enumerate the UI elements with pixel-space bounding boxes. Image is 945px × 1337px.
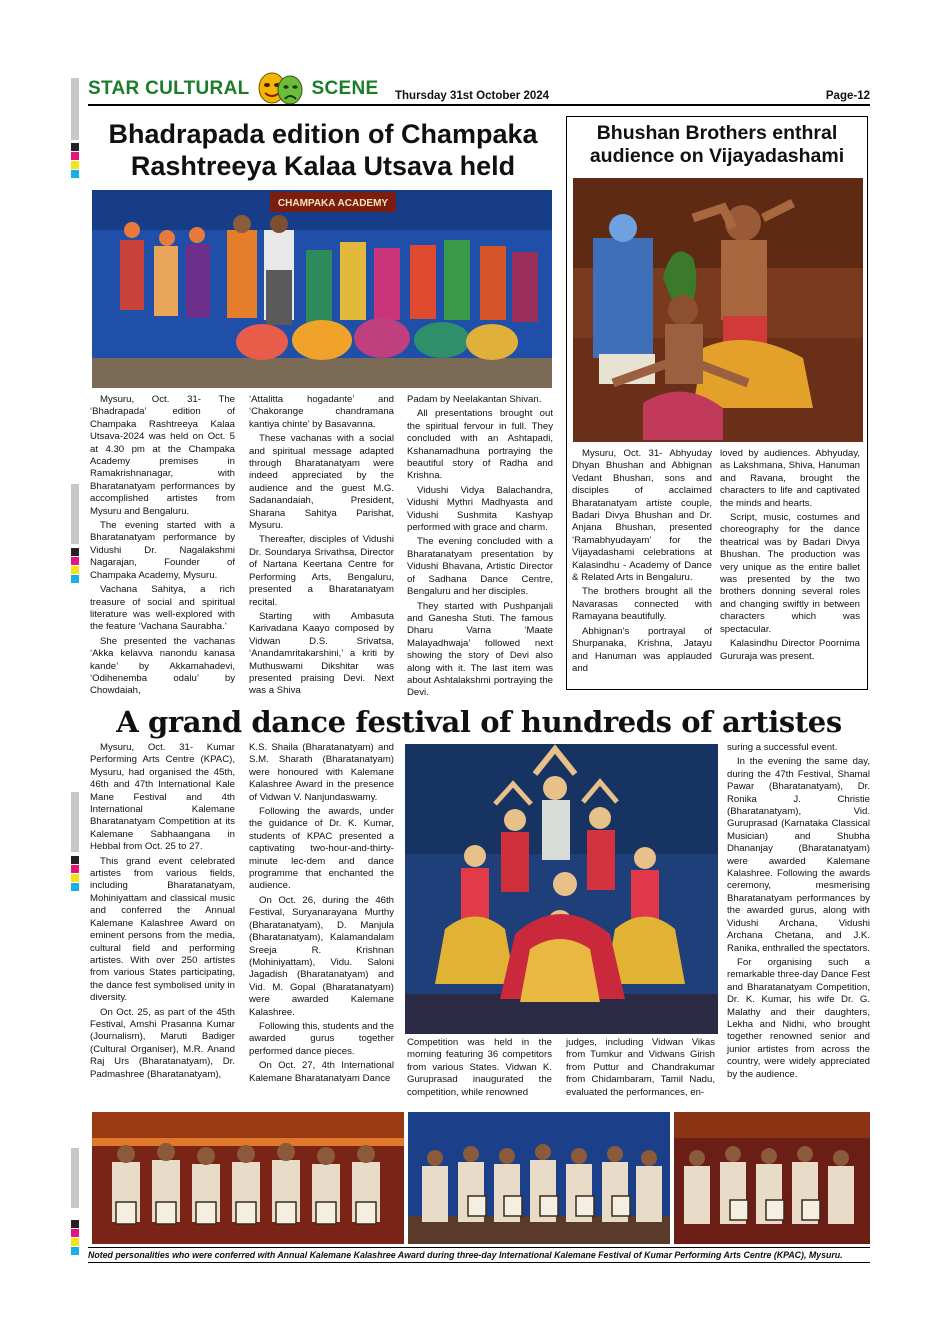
paragraph: Kalasindhu Director Poornima Gururaja was present. — [720, 638, 860, 662]
registration-swatch — [71, 1238, 79, 1246]
story3-column-2 — [249, 742, 394, 1087]
header-rule — [88, 104, 870, 106]
registration-swatch — [71, 152, 79, 160]
masthead-left-text: STAR CULTURAL — [88, 78, 250, 99]
paragraph: On Oct. 26, during the 46th Festival, Suryanarayana Murthy (Bharatanatyam), D. Manjula (Bharatanatyam), Kalamandalam Sreeja R. Krishnan (Mohiniyattam), Vidu. Saloni Jagadish (Bharatanatyam) and Vid. M. Gopal (Bharatanatyam) were awarded Kalemane Kalashree. — [249, 894, 394, 1018]
paragraph: She presented the vachanas ‘Akka kelavva nanondu kanasa kande’ by Akkamahadevi, ‘Odihenemba odalu’ by Chowdaiah, — [90, 635, 235, 697]
paragraph: ‘Attalitta hogadante’ and ‘Chakorange chandramana kantiya chinte’ by Basavanna. — [249, 394, 394, 430]
registration-swatch — [71, 575, 79, 583]
registration-bar — [71, 484, 79, 544]
paragraph: Competition was held in the morning featuring 36 competitors from various States. Vidwan K. Guruprasad inaugurated the competition, while renowned — [407, 1037, 552, 1098]
stage-banner-text: CHAMPAKA ACADEMY — [277, 198, 389, 209]
story3-dance-photo — [405, 744, 718, 1034]
registration-swatch — [71, 170, 79, 178]
registration-bar — [71, 792, 79, 852]
paragraph: Following the awards, under the guidance of Dr. K. Kumar, students of KPAC presented a captivating two-hour-and-thirty-minute lec-dem and dance programme that enchanted the audience. — [249, 806, 394, 892]
story2-column-1 — [572, 448, 712, 677]
story2-headline: Bhushan Brothers enthral audience on Vijayadashami — [589, 122, 845, 167]
story1-column-3 — [407, 394, 553, 702]
story2-column-2 — [720, 448, 860, 665]
story1-headline: Bhadrapada edition of Champaka Rashtreeya Kalaa Utsava held — [108, 119, 538, 181]
registration-swatch — [71, 865, 79, 873]
caption-rule — [88, 1247, 870, 1248]
story3-headline: A grand dance festival of hundreds of artistes — [116, 705, 842, 739]
paragraph: For organising such a remarkable three-day Dance Fest and Bharatanatyam Competition, Dr. K. Kumar, his wife Dr. G. Malathy and their daughters, Lekha and Nidhi, who brought together renowned senior and junior artistes from across the country, were widely appreciated by the audience. — [727, 956, 870, 1080]
photo-caption: Noted personalities who were conferred with Annual Kalemane Kalashree Award during three-day International Kalemane Festival of Kumar Performing Arts Centre (KPAC), Mysuru. — [88, 1250, 843, 1260]
registration-swatch — [71, 566, 79, 574]
page-number: Page-12 — [825, 90, 870, 102]
registration-swatch — [71, 1220, 79, 1228]
award-photo-3 — [674, 1112, 870, 1244]
registration-swatch — [71, 548, 79, 556]
paragraph: The evening started with a Bharatanatyam performance by Vidushi Dr. Nagalakshmi Nagarajan, Founder of Champaka Academy, Mysuru. — [90, 520, 235, 581]
registration-swatch — [71, 557, 79, 565]
paragraph: Vachana Sahitya, a rich treasure of social and spiritual literature was well-explored with the feature ‘Vachana Saurabha.’ — [90, 584, 235, 633]
registration-swatch — [71, 1247, 79, 1255]
registration-bar — [71, 78, 79, 140]
paragraph: judges, including Vidwan Vikas from Tumkur and Vidwans Girish from Puttur and Chandrakumar from Chidambaram, Tamil Nadu, evaluated the performances, en- — [566, 1037, 715, 1098]
story2-dancers-photo — [573, 178, 863, 442]
award-photo-2 — [408, 1112, 670, 1244]
paragraph: Mysuru, Oct. 31- Abhyuday Dhyan Bhushan and Abhignan Vedant Bhushan, sons and disciples of acclaimed Bharatanatyam artiste couple, Badari Divya Bhushan and Dr. Anjana Bhushan, presented ‘Ramabhyudayam’ for the Vijayadashami celebrations at Kalasindhu - Academy of Dance & Related Arts in Bengaluru. — [572, 448, 712, 584]
paragraph: The brothers brought all the Navarasas connected with Ramayana beautifully. — [572, 586, 712, 623]
paragraph: K.S. Shaila (Bharatanatyam) and S.M. Sharath (Bharatanatyam) were honoured with Kalemane Kalashree Award in the presence of Vidwan V. Nanjundaswamy. — [249, 742, 394, 803]
paragraph: Vidushi Vidya Balachandra, Vidushi Mythri Madhyasta and Vidushi Sushmita Kashyap performed with grace and charm. — [407, 484, 553, 534]
registration-swatch — [71, 143, 79, 151]
paragraph: Padam by Neelakantan Shivan. — [407, 394, 542, 405]
paragraph: Script, music, costumes and choreography for the dance theatrical was by Badari Divya Bhushan. The production was very unique as the entire ballet was presented by the two brothers donning several roles and changing swiftly in between characters which was spectacular. — [720, 512, 860, 635]
paragraph: On Oct. 27, 4th International Kalemane Bharatanatyam Dance — [249, 1060, 394, 1084]
paragraph: Starting with Ambasuta Karivadana Kaayo composed by Vidwan D.S. Srivatsa, ‘Anandamritakarshini,’ a kriti by Muthuswami Dikshitar was presented praising Devi. Next was a Shiva — [249, 610, 394, 697]
paragraph: Mysuru, Oct. 31- The ‘Bhadrapada’ edition of Champaka Rashtreeya Kalaa Utsava-2024 was held on Oct. 5 at 4.30 pm at the Champaka Academy premises in Ramakrishnanagar, with Bharatanatyam performances by accomplished artistes from Mysuru and Bengaluru. — [90, 394, 235, 517]
paragraph: In the evening the same day, during the 47th Festival, Shamal Pawar (Bharatanatyam), Dr. Ronika J. Christie (Bharatanatyam), Vid. Guruprasad (Karnataka Classical Musician) and Shubha Dhananjay (Bharatanatyam) were awarded Kalemane Kalashree. Following the awards ceremony, mesmerising Bharatanatyam performances by the awarded gurus, along with Vidushi Archana, Vidushi Archana Chetana, and J.K. Ranika, enthralled the spectators. — [727, 756, 870, 954]
paragraph: Following this, students and the awarded gurus together performed dance pieces. — [249, 1020, 394, 1057]
masthead-right-text: SCENE — [311, 78, 379, 99]
registration-swatch — [71, 1229, 79, 1237]
paragraph: They started with Pushpanjali and Ganesha Stuti. The famous Dharu Varna ‘Maate Malayadhwaja’ followed next showing the story of Devi also along with it. The last item was about Ashtalakshmi portraying the Devi. — [407, 600, 553, 699]
paragraph: Thereafter, disciples of Vidushi Dr. Soundarya Srivathsa, Director of Nartana Keertana Centre for Performing Arts, Bengaluru, presented a Bharatanatyam recital. — [249, 534, 394, 608]
paragraph: Abhignan’s portrayal of Shurpanaka, Krishna, Jatayu and Hanuman was applauded and — [572, 625, 712, 674]
story3-column-3 — [407, 1037, 552, 1101]
issue-date: Thursday 31st October 2024 — [395, 90, 550, 102]
paragraph: This grand event celebrated artistes from various fields, including Bharatanatyam, Mohiniyattam and classical music and conferred the Annual Kalemane Kalashree Award on eminent persons from the media, cultural field and performing artistes. With over 250 artistes from various States participating, the dance fest symbolised unity in diversity. — [90, 855, 235, 1004]
story3-column-1 — [90, 742, 235, 1083]
paragraph: suring a successful event. — [727, 742, 838, 753]
registration-swatch — [71, 856, 79, 864]
registration-swatch — [71, 874, 79, 882]
paragraph: On Oct. 25, as part of the 45th Festival, Amshi Prasanna Kumar (Journalism), Maruti Badiger (Cultural Organiser), M.R. Anand Raj Urs (Bharatanatyam), Dr. Padmashree (Bharatanatyam), — [90, 1006, 235, 1080]
award-photo-1 — [92, 1112, 404, 1244]
caption-rule — [88, 1262, 870, 1263]
paragraph: All presentations brought out the spiritual fervour in full. They concluded with an Ashtapadi, Kshanamadhuna portraying the beautiful story of Radha and Krishna. — [407, 408, 553, 482]
paragraph: The evening concluded with a Bharatanatyam presentation by Vidushi Bhavana, Artistic Director of Sadhana Dance Centre, Bengaluru and her disciples. — [407, 536, 553, 598]
story1-column-1 — [90, 394, 235, 700]
theatre-masks-icon — [252, 72, 310, 106]
masthead — [88, 72, 378, 106]
story3-column-4 — [566, 1037, 715, 1101]
paragraph: These vachanas with a social and spiritual message adapted through Bharatanatyam were indeed appreciated by the audience and the guest M.G. Sadanandaiah, President, Sharana Sahitya Parishat, Mysuru. — [249, 433, 394, 532]
paragraph: Mysuru, Oct. 31- Kumar Performing Arts Centre (KPAC), Mysuru, had organised the 45th, 46th and 47th International Kale Mane Festival and 4th International Kalemane Bharatanatyam Competition at its Kalemane Sabhaangana in Hebbal from Oct. 25 to 27. — [90, 742, 235, 853]
story1-group-photo — [92, 190, 552, 388]
paragraph: loved by audiences. Abhyuday, as Lakshmana, Shiva, Hanuman and Ravana, brought the characters to life and captivated the minds and hearts. — [720, 448, 860, 509]
registration-swatch — [71, 161, 79, 169]
registration-swatch — [71, 883, 79, 891]
registration-bar — [71, 1148, 79, 1208]
story1-column-2 — [249, 394, 394, 700]
story3-column-5 — [727, 742, 870, 1083]
